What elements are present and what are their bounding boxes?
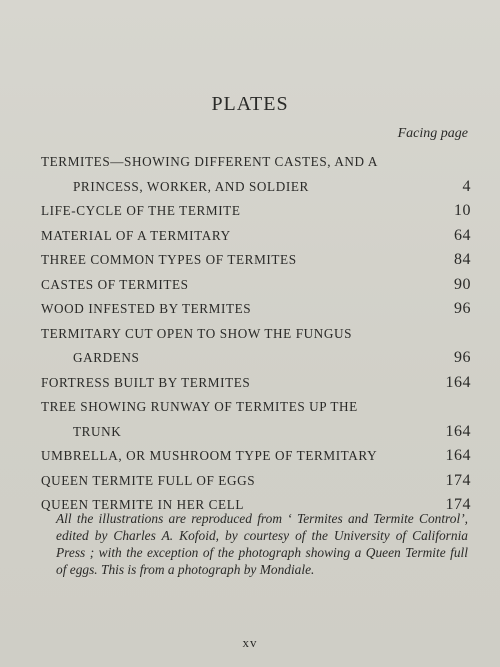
plate-entry (41, 444, 471, 469)
plate-entry (41, 150, 471, 199)
plate-entry (41, 248, 471, 273)
plate-entry (41, 469, 471, 494)
plate-entry (41, 322, 471, 371)
plate-title-continued: TRUNK (73, 423, 122, 439)
plate-page-number: 96 (454, 349, 471, 366)
plate-title: FORTRESS BUILT BY TERMITES (41, 374, 251, 390)
plate-title: QUEEN TERMITE FULL OF EGGS (41, 472, 256, 488)
plate-page-number: 90 (454, 275, 471, 293)
illustration-credits-note: All the illustrations are reproduced from ‘ Termites and Termite Control’, edited by Charles A. Kofoid, by courtesy of the University of California Press ; with the exception of the photograph showing a Queen Termite full of eggs. This is from a photograph by Mondiale. (56, 511, 468, 577)
plate-title: TERMITARY CUT OPEN TO SHOW THE FUNGUS (41, 325, 353, 341)
facing-page-label: Facing page (397, 126, 468, 141)
page-title: PLATES (211, 93, 289, 115)
plate-entry (41, 395, 471, 444)
plate-title: THREE COMMON TYPES OF TERMITES (41, 252, 297, 267)
plate-entry (41, 199, 471, 224)
plate-page-number: 84 (454, 251, 471, 268)
plate-page-number: 174 (445, 496, 471, 513)
plate-page-number: 164 (445, 373, 471, 391)
plate-title: CASTES OF TERMITES (41, 276, 189, 292)
plate-title: MATERIAL OF A TERMITARY (41, 227, 231, 243)
plate-entry (41, 297, 471, 322)
plate-title: QUEEN TERMITE IN HER CELL (41, 497, 245, 512)
plate-entry (41, 371, 471, 396)
plate-entry (41, 273, 471, 298)
plate-page-number: 64 (454, 226, 471, 244)
plate-title: LIFE-CYCLE OF THE TERMITE (41, 203, 241, 218)
plate-page-number: 174 (445, 471, 471, 489)
plate-page-number: 164 (445, 447, 471, 464)
plate-title: WOOD INFESTED BY TERMITES (41, 301, 252, 316)
plate-title: TREE SHOWING RUNWAY OF TERMITES UP THE (41, 399, 358, 414)
plate-title: TERMITES—SHOWING DIFFERENT CASTES, AND A (41, 154, 378, 169)
plate-entry (41, 224, 471, 249)
plate-page-number: 10 (454, 202, 471, 219)
plate-page-number: 4 (462, 177, 471, 195)
plates-list (41, 150, 471, 518)
plate-title-continued: GARDENS (73, 350, 140, 365)
plate-page-number: 164 (445, 422, 471, 440)
plate-title-continued: PRINCESS, WORKER, AND SOLDIER (73, 178, 309, 194)
page-folio: xv (242, 635, 258, 650)
plate-page-number: 96 (454, 300, 471, 317)
plate-title: UMBRELLA, OR MUSHROOM TYPE OF TERMITARY (41, 448, 378, 463)
